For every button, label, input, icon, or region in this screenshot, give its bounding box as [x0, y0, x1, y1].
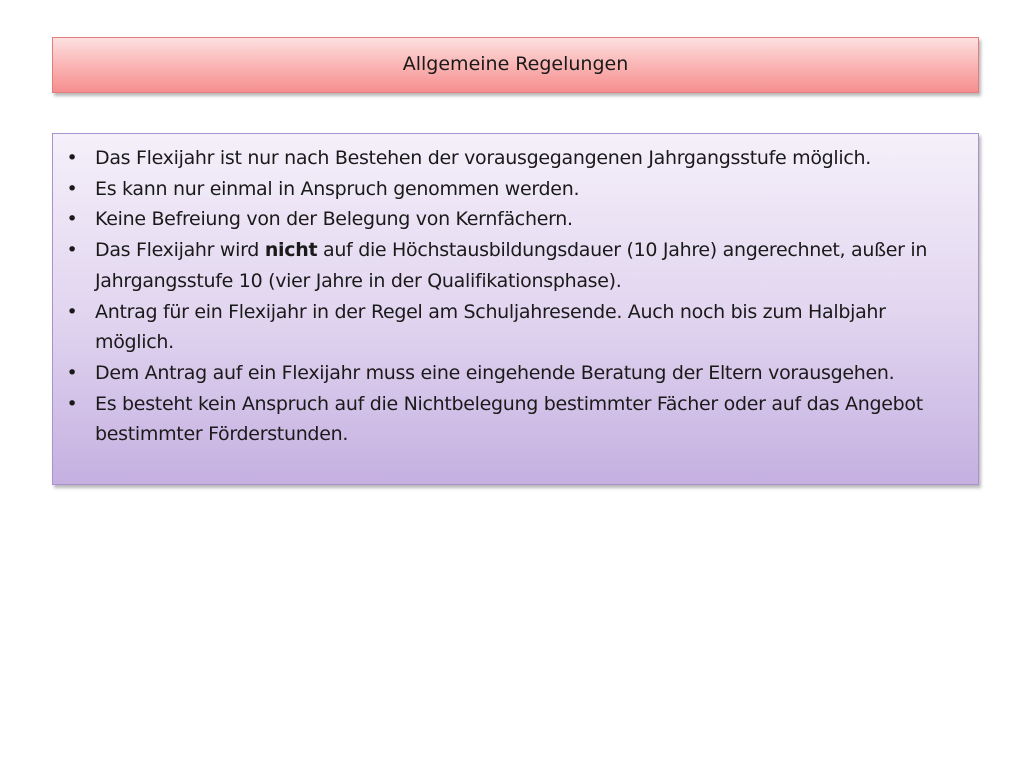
bullet-icon: •	[66, 177, 78, 200]
bullet-icon: •	[66, 361, 78, 384]
list-item-text-before: Das Flexijahr wird	[95, 239, 265, 262]
bullet-icon: •	[66, 147, 78, 169]
title-banner	[52, 37, 979, 93]
list-item-text-after: auf die Höchstausbildungsdauer (10 Jahre) angerechnet, außer in Jahrgangsstufe 10 (vier Jahre in der Qualifikationsphase).	[95, 239, 928, 292]
list-item-text: Es besteht kein Anspruch auf die Nichtbelegung bestimmter Fächer oder auf das Angebot bestimmter Förderstunden.	[95, 392, 923, 446]
list-item	[65, 358, 962, 389]
bullet-icon: •	[66, 300, 78, 323]
list-item	[65, 235, 962, 296]
bullet-icon: •	[66, 392, 78, 415]
list-item	[65, 204, 962, 235]
list-item	[65, 297, 962, 358]
list-item-text: Antrag für ein Flexijahr in der Regel am Schuljahresende. Auch noch bis zum Halbjahr möglich.	[95, 300, 886, 354]
list-item	[65, 389, 962, 450]
list-item	[65, 174, 962, 205]
page-title: Allgemeine Regelungen	[402, 53, 629, 75]
rules-panel	[52, 133, 979, 485]
list-item-text: Das Flexijahr ist nur nach Bestehen der vorausgegangenen Jahrgangsstufe möglich.	[95, 147, 871, 169]
list-item-text: Keine Befreiung von der Belegung von Kernfächern.	[95, 208, 573, 231]
emphasis-text: nicht	[264, 239, 318, 262]
list-item	[65, 143, 962, 174]
bullet-icon: •	[66, 208, 78, 231]
list-item-text: Es kann nur einmal in Anspruch genommen werden.	[95, 177, 580, 200]
rules-list	[65, 143, 962, 450]
list-item-text: Dem Antrag auf ein Flexijahr muss eine eingehende Beratung der Eltern vorausgehen.	[95, 361, 895, 384]
bullet-icon: •	[66, 239, 78, 262]
